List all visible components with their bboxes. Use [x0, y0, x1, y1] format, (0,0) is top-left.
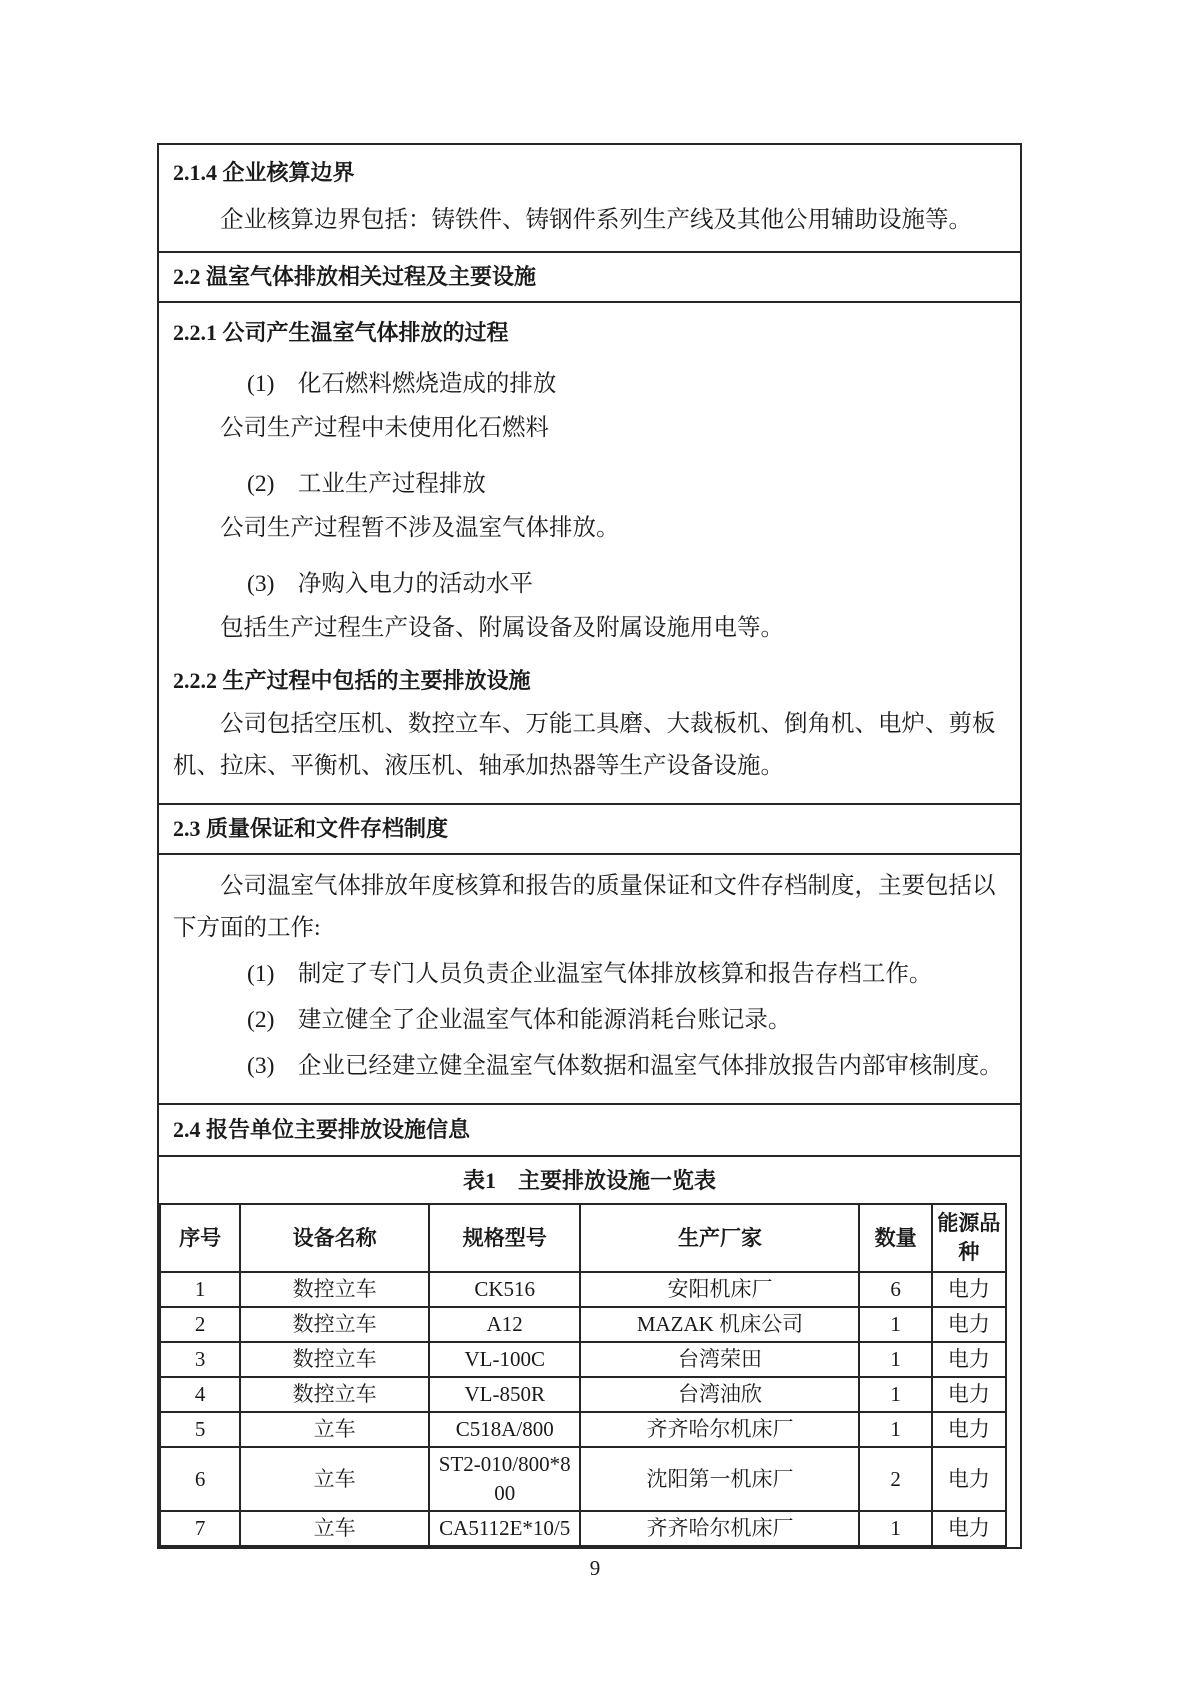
emission-facilities-table	[159, 1203, 1007, 1547]
cell-energy-type: 电力	[932, 1447, 1006, 1511]
cell-quantity: 2	[859, 1447, 931, 1511]
cell-device-name: 数控立车	[240, 1377, 429, 1412]
table-row	[160, 1342, 1006, 1377]
cell-device-name: 数控立车	[240, 1272, 429, 1307]
cell-quantity: 1	[859, 1342, 931, 1377]
col-header-energy-type: 能源品种	[932, 1204, 1006, 1272]
cell-model: VL-100C	[429, 1342, 581, 1377]
cell-device-name: 立车	[240, 1412, 429, 1447]
cell-model: CA5112E*10/5	[429, 1511, 581, 1546]
cell-quantity: 1	[859, 1307, 931, 1342]
col-header-manufacturer: 生产厂家	[580, 1204, 859, 1272]
cell-device-name: 数控立车	[240, 1342, 429, 1377]
qa-item-1: (1) 制定了专门人员负责企业温室气体排放核算和报告存档工作。	[247, 961, 933, 987]
cell-energy-type: 电力	[932, 1307, 1006, 1342]
section-2-3-content	[159, 853, 1020, 1103]
cell-device-name: 立车	[240, 1447, 429, 1511]
cell-quantity: 6	[859, 1272, 931, 1307]
cell-manufacturer: 沈阳第一机床厂	[580, 1447, 859, 1511]
cell-manufacturer: MAZAK 机床公司	[580, 1307, 859, 1342]
table-row	[160, 1412, 1006, 1447]
section-2-4	[159, 1103, 1020, 1155]
cell-energy-type: 电力	[932, 1511, 1006, 1546]
cell-index: 4	[160, 1377, 240, 1412]
table-row	[160, 1511, 1006, 1546]
cell-model: A12	[429, 1307, 581, 1342]
section-2-2-heading: 2.2 温室气体排放相关过程及主要设施	[173, 264, 537, 289]
numbered-item-2-body: 公司生产过程暂不涉及温室气体排放。	[220, 515, 620, 541]
section-2-3	[159, 803, 1020, 853]
table-row	[160, 1307, 1006, 1342]
col-header-index: 序号	[160, 1204, 240, 1272]
section-2-4-heading: 2.4 报告单位主要排放设施信息	[173, 1117, 471, 1142]
col-header-model: 规格型号	[429, 1204, 581, 1272]
table1-title: 表1 主要排放设施一览表	[462, 1168, 716, 1193]
cell-index: 3	[160, 1342, 240, 1377]
cell-model: CK516	[429, 1272, 581, 1307]
qa-item-3: (3) 企业已经建立健全温室气体数据和温室气体排放报告内部审核制度。	[247, 1053, 1003, 1079]
table-row	[160, 1447, 1006, 1511]
qa-item-2: (2) 建立健全了企业温室气体和能源消耗台账记录。	[247, 1007, 792, 1033]
cell-device-name: 数控立车	[240, 1307, 429, 1342]
numbered-item-1-body: 公司生产过程中未使用化石燃料	[220, 415, 549, 441]
cell-index: 6	[160, 1447, 240, 1511]
cell-quantity: 1	[859, 1412, 931, 1447]
col-header-quantity: 数量	[859, 1204, 931, 1272]
report-body-frame	[157, 143, 1022, 1549]
section-2-2	[159, 251, 1020, 301]
cell-model: VL-850R	[429, 1377, 581, 1412]
numbered-item-2: (2) 工业生产过程排放	[247, 471, 486, 497]
cell-energy-type: 电力	[932, 1377, 1006, 1412]
section-2-2-1-heading: 2.2.1 公司产生温室气体排放的过程	[173, 320, 509, 345]
section-2-2-1	[159, 301, 1020, 803]
numbered-item-3-body: 包括生产过程生产设备、附属设备及附属设施用电等。	[220, 615, 784, 641]
section-2-3-heading: 2.3 质量保证和文件存档制度	[173, 816, 449, 841]
cell-model: C518A/800	[429, 1412, 581, 1447]
table-header-row	[160, 1204, 1006, 1272]
cell-energy-type: 电力	[932, 1272, 1006, 1307]
section-2-3-paragraph: 公司温室气体排放年度核算和报告的质量保证和文件存档制度，主要包括以下方面的工作:	[173, 873, 996, 941]
cell-manufacturer: 台湾油欣	[580, 1377, 859, 1412]
cell-index: 1	[160, 1272, 240, 1307]
cell-manufacturer: 台湾荣田	[580, 1342, 859, 1377]
section-2-2-2-paragraph: 公司包括空压机、数控立车、万能工具磨、大裁板机、倒角机、电炉、剪板机、拉床、平衡机、液压机、轴承加热器等生产设备设施。	[173, 711, 996, 779]
cell-quantity: 1	[859, 1377, 931, 1412]
cell-index: 5	[160, 1412, 240, 1447]
table-row	[160, 1377, 1006, 1412]
cell-device-name: 立车	[240, 1511, 429, 1546]
cell-manufacturer: 齐齐哈尔机床厂	[580, 1412, 859, 1447]
cell-index: 7	[160, 1511, 240, 1546]
cell-manufacturer: 齐齐哈尔机床厂	[580, 1511, 859, 1546]
cell-quantity: 1	[859, 1511, 931, 1546]
cell-energy-type: 电力	[932, 1342, 1006, 1377]
table-row	[160, 1272, 1006, 1307]
numbered-item-3: (3) 净购入电力的活动水平	[247, 571, 533, 597]
cell-energy-type: 电力	[932, 1412, 1006, 1447]
cell-manufacturer: 安阳机床厂	[580, 1272, 859, 1307]
section-2-1-4	[159, 145, 1020, 251]
section-2-1-4-heading: 2.1.4 企业核算边界	[173, 160, 355, 185]
section-2-4-content	[159, 1155, 1020, 1547]
page-number: 9	[589, 1556, 601, 1580]
cell-index: 2	[160, 1307, 240, 1342]
section-2-2-2-heading: 2.2.2 生产过程中包括的主要排放设施	[173, 668, 531, 693]
section-2-1-4-paragraph: 企业核算边界包括：铸铁件、铸钢件系列生产线及其他公用辅助设施等。	[220, 207, 972, 233]
cell-model: ST2-010/800*800	[429, 1447, 581, 1511]
numbered-item-1: (1) 化石燃料燃烧造成的排放	[247, 371, 557, 397]
col-header-device-name: 设备名称	[240, 1204, 429, 1272]
